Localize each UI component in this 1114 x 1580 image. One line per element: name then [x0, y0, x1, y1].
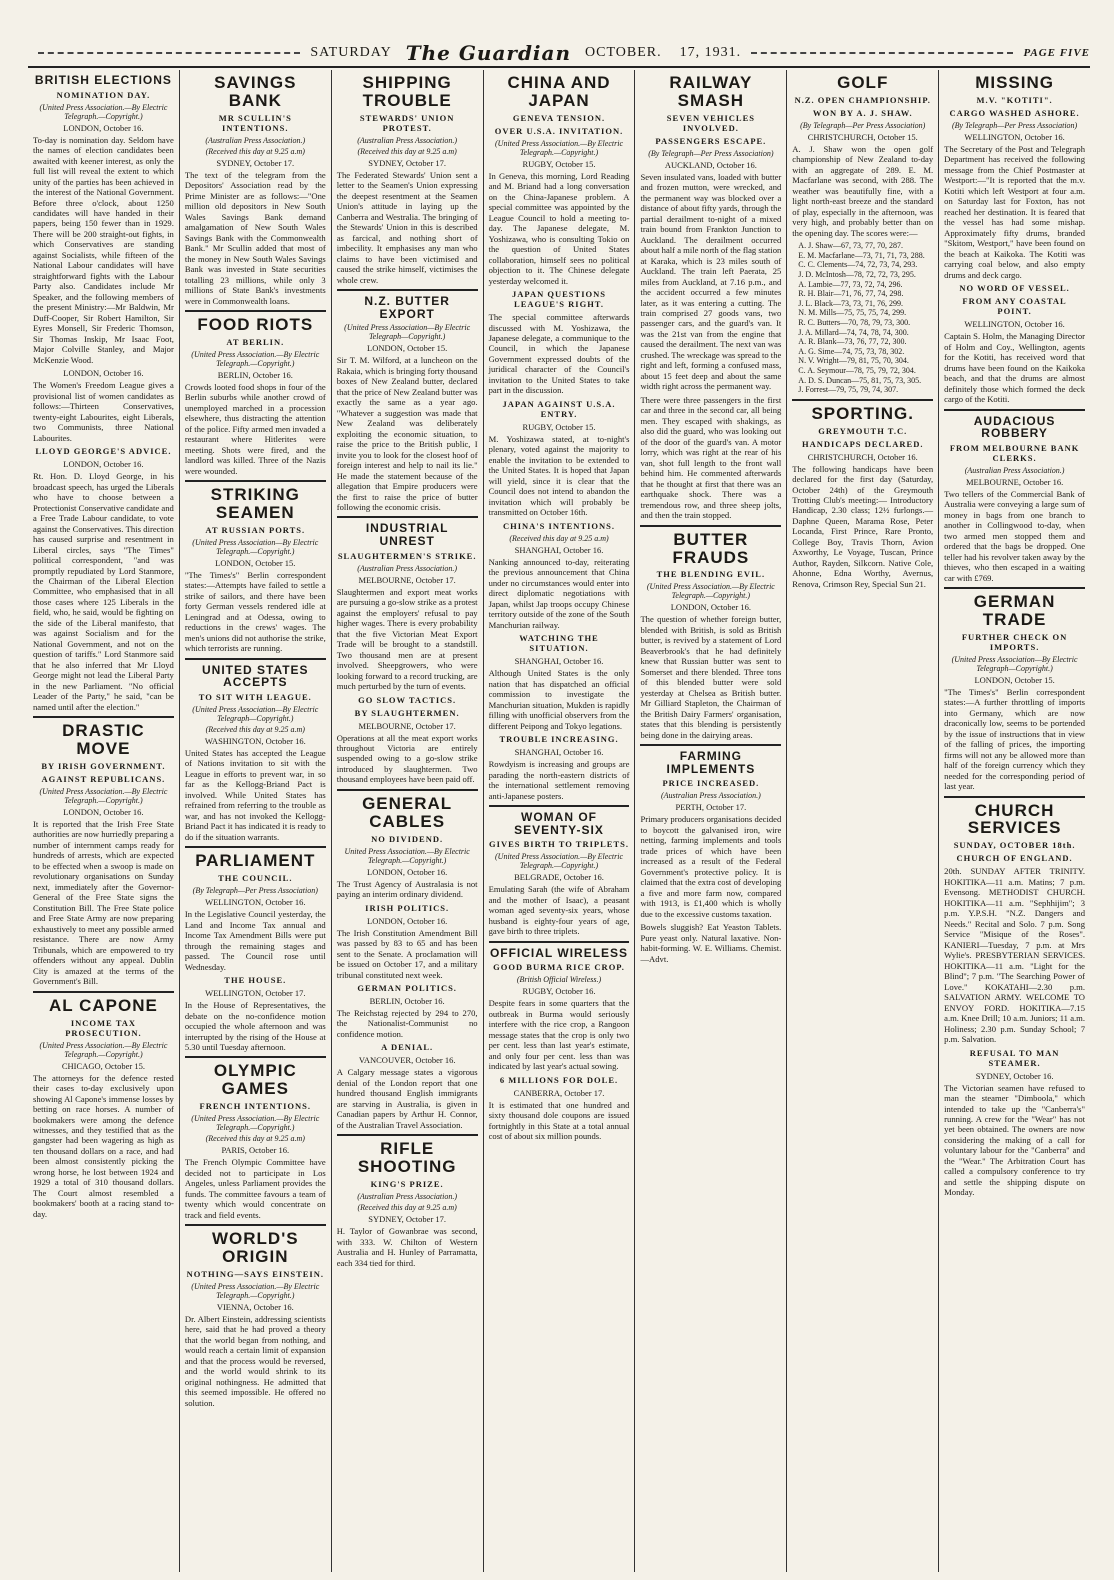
score-list-item: J. Forrest—79, 75, 79, 74, 307. [798, 385, 899, 395]
article-body: The Reichstag rejected by 294 to 270, the Nationalist-Communist no confidence motion. [336, 1008, 478, 1039]
article-dateline: MELBOURNE, October 17. [358, 574, 456, 585]
article-divider [944, 587, 1085, 589]
article-subhead: JAPAN AGAINST U.S.A. ENTRY. [502, 398, 616, 419]
article-subhead-secondary: CARGO WASHED ASHORE. [949, 107, 1080, 118]
article-body: The Women's Freedom League gives a provisional list of women candidates as follows:—Thirteen Conservatives, twenty-eight Labourites, eight Liberals, two Communists, three National Labourites. [33, 380, 174, 443]
article-divider [944, 796, 1085, 798]
article-source: (By Telegraph—Per Press Association) [192, 886, 318, 896]
article-subhead: PRICE INCREASED. [662, 778, 760, 789]
score-list-item: E. M. Macfarlane—73, 71, 71, 73, 288. [798, 250, 925, 260]
score-list-item: A. G. Sime—74, 75, 73, 78, 302. [798, 346, 905, 356]
article-source: (United Press Association.—By Electric Telegraph.—Copyright.) [495, 852, 623, 871]
article-source: (United Press Association—By Electric Telegraph—Copyright.) [344, 323, 471, 342]
masthead-rule-left [38, 52, 300, 54]
article-dateline: VANCOUVER, October 16. [358, 1055, 456, 1066]
article-headline: GERMAN TRADE [973, 592, 1056, 629]
article-headline: RAILWAY SMASH [669, 73, 753, 110]
article-source: (United Press Association.—By Electric Telegraph.—Copyright.) [39, 1040, 168, 1059]
article-subhead: TO SIT WITH LEAGUE. [198, 691, 312, 702]
article-dateline: SYDNEY, October 17. [216, 157, 295, 168]
article-dateline: CHICAGO, October 15. [61, 1060, 145, 1071]
column-7 [939, 70, 1090, 1572]
article-received-note: (Received this day at 9.25 a.m) [357, 1203, 457, 1213]
article-headline: BUTTER FRAUDS [672, 529, 750, 567]
article-body: The Secretary of the Post and Telegraph Department has received the following message from the Chief Postmaster at Westport:—"It is reported that the m.v. Kotiti which left Westport at four a.m. on Saturday last for Foxton, has not reached her destination. It is feared that the vessel has had some mishap. Approximately fifty drums, branded "Skitom, Westport," have been found on the beach at Kaikoka. The Kotiti was carrying coal below, and also empty drums and deck cargo. [944, 143, 1086, 280]
score-list-item: N. M. Mills—75, 75, 75, 74, 299. [798, 308, 907, 318]
article-source: (By Telegraph—Per Press Association) [951, 120, 1078, 130]
article-subhead: SUNDAY, OCTOBER 18th. [953, 840, 1076, 851]
article-body: Although United States is the only nation that has dispatched an official commission to investigate the Manchurian situation, Mukden is rapidly filling with unofficial observers from the different Peipong and Tokyo legations. [488, 668, 630, 731]
article-received-note: (Received this day at 9.25 a.m) [509, 533, 609, 543]
article-dateline: PARIS, October 16. [221, 1145, 290, 1156]
article-divider [792, 399, 933, 401]
masthead-rule-right [751, 52, 1013, 54]
article-headline: SAVINGS BANK [214, 73, 297, 110]
article-dateline: LONDON, October 15. [215, 557, 296, 568]
article-body: The Trust Agency of Australasia is not paying an interim ordinary dividend. [336, 878, 478, 900]
score-list-item: C. A. Seymour—78, 75, 79, 72, 304. [798, 365, 916, 375]
article-headline: OFFICIAL WIRELESS [489, 945, 629, 960]
column-6 [787, 70, 939, 1572]
article-headline: SPORTING. [811, 403, 914, 423]
article-body: The French Olympic Committee have decided not to participate in Los Angeles, unless Parliament provides the funds. The committee favours a team of twenty which would concentrate on track and field events. [184, 1157, 326, 1220]
article-headline: N.Z. BUTTER EXPORT [364, 294, 450, 321]
article-body: Crowds looted food shops in four of the Berlin suburbs while another crowd of unemployed marched in a procession elsewhere, thus distracting the attention of the police. Fifty armed men invaded a restaurant where Hitlerites were meeting. Shots were fired, and the landlord was killed. Three of the Nazis were wounded. [184, 381, 326, 476]
article-divider [33, 716, 174, 718]
article-body: Bowels sluggish? Eat Yeaston Tablets. Pure yeast only. Natural laxative. Non-habit-forming. W. E. Williams. Chemist.—Advt. [640, 922, 782, 964]
score-list-item: A. R. Blank—73, 76, 77, 72, 300. [798, 337, 907, 347]
score-list-item: J. A. Millard—74, 74, 78, 74, 300. [798, 327, 909, 337]
article-source: (United Press Association.—By Electric Telegraph.—Copyright.) [646, 582, 775, 601]
article-body: Despite fears in some quarters that the outbreak in Burma would seriously interfere with the rice crop, a Rangoon message states that the crop is only two per cent. less than last year's estimate, and only four per cent. less than was indicated by last year's actual sowing. [488, 998, 630, 1072]
article-subhead-secondary: FROM ANY COASTAL POINT. [962, 296, 1067, 317]
article-divider [185, 1224, 326, 1226]
article-dateline: LONDON, October 16. [63, 368, 144, 379]
article-headline: GENERAL CABLES [362, 793, 453, 831]
article-headline: CHINA AND JAPAN [507, 73, 611, 110]
article-subhead: IRISH POLITICS. [365, 902, 450, 913]
article-body: In the House of Representatives, the debate on the no-confidence motion occupied the whole afternoon and was interrupted by the rising of the House at 5.30 until Tuesday afternoon. [184, 1000, 326, 1052]
article-dateline: LONDON, October 15. [974, 674, 1055, 685]
article-source: United Press Association.—By Electric Telegraph.—Copyright.) [344, 846, 470, 865]
article-body: The text of the telegram from the Depositors' Association read by the Prime Minister are as follows:—"One million old depositors in New South Wales Savings Bank demand amalgamation of New South Wales Savings Bank with the Commonwealth Bank." Mr Scullin added that most of the money in New South Wales Savings Bank was invested in State securities totalling 23 millions, while only 3 millions of State Bank's investments were in Commonwealth loans. [184, 169, 326, 306]
article-subhead: GREYMOUTH T.C. [818, 425, 908, 436]
article-subhead-secondary: HANDICAPS DECLARED. [801, 438, 924, 449]
article-headline: WORLD'S ORIGIN [211, 1229, 299, 1266]
column-1 [28, 70, 180, 1572]
article-divider [185, 310, 326, 312]
article-dateline: LONDON, October 16. [367, 866, 448, 877]
article-dateline: VIENNA, October 16. [216, 1301, 294, 1312]
article-headline: AUDACIOUS ROBBERY [973, 413, 1056, 441]
article-dateline: WELLINGTON, October 16. [964, 131, 1065, 142]
column-2 [180, 70, 332, 1572]
article-dateline: WELLINGTON, October 16. [205, 897, 306, 908]
article-headline: BRITISH ELECTIONS [34, 73, 172, 87]
article-body: Rowdyism is increasing and groups are parading the north-eastern districts of the international settlement removing anti-Japanese posters. [488, 759, 630, 801]
article-dateline: BELGRADE, October 16. [514, 872, 604, 883]
article-subhead: N.Z. OPEN CHAMPIONSHIP. [794, 94, 931, 105]
article-body: United States has accepted the League of Nations invitation to sit with the League in efforts to prevent war, in so far as the Kellogg-Briand Pact is involved. While United States has refrained from referring to the trouble as war, and has not invoked the Kellogg-Briand Pact it has indicated it is ready to do if the situation warrants. [184, 747, 326, 842]
article-body: M. Yoshizawa stated, at to-night's plenary, voted against the majority to enable the invitation to be extended to the United States. It is hoped that Japan will yield, since it is clear that the Council does not intend to abandon the invitation which will probably be transmitted on October 16th. [488, 433, 630, 518]
article-dateline: BERLIN, October 16. [369, 996, 445, 1006]
article-source: (Australian Press Association.) [357, 1192, 458, 1202]
article-dateline: SYDNEY, October 16. [975, 1070, 1054, 1081]
article-subhead: THE COUNCIL. [218, 873, 293, 884]
article-body: In the Legislative Council yesterday, the Land and Income Tax annual and Income Tax Amendment Bills were put through the remaining stages and passed. The Council rose until Wednesday. [184, 909, 326, 972]
article-subhead: AT RUSSIAN PORTS. [205, 524, 306, 535]
column-4 [484, 70, 636, 1572]
article-subhead: NO DIVIDEND. [371, 833, 444, 844]
article-source: (United Press Association—By Electric Telegraph—Copyright.) [192, 704, 319, 723]
article-subhead: LLOYD GEORGE'S ADVICE. [35, 446, 172, 457]
article-body: Two tellers of the Commercial Bank of Australia were conveying a large sum of money in bags from one branch to another in Collingwood to-day, when two armed men stopped them and ordered that the bags be dropped. One teller had his revolver taken away by the thieves, who then escaped in a waiting car with £769. [944, 488, 1086, 583]
article-received-note: (Received this day at 9.25 a.m) [205, 1134, 305, 1144]
article-divider [185, 480, 326, 482]
article-source: (United Press Association.—By Electric Telegraph.—Copyright.) [39, 786, 168, 805]
article-body: Operations at all the meat export works throughout Victoria are entirely suspended owing to a go-slow strike introduced by slaughtermen. Two thousand employees have been paid off. [336, 732, 478, 785]
article-subhead: REFUSAL TO MAN STEAMER. [969, 1047, 1060, 1068]
article-headline: SHIPPING TROUBLE [362, 73, 452, 110]
article-body: The Victorian seamen have refused to man the steamer "Dimboola," which intended to take up the "Canberra's" running. A crew for the "Wear" has not yet been obtained. The owners are now considering the making of a call for voluntary labour for the "Canberra" and the "Wear." The Arbitration Court has called a compulsory conference to try and settle the shipping dispute on Monday. [944, 1082, 1086, 1198]
article-divider [944, 409, 1085, 411]
article-divider [489, 805, 630, 807]
article-divider [337, 516, 478, 518]
article-source: (United Press Association.—By Electric Telegraph.—Copyright.) [191, 1281, 320, 1300]
article-subhead-secondary: OVER U.S.A. INVITATION. [494, 125, 624, 136]
article-received-note: (Received this day at 9.25 a.m) [357, 146, 457, 156]
article-source: (By Telegraph—Per Press Association) [800, 120, 926, 130]
article-dateline: AUCKLAND, October 16. [664, 159, 757, 170]
article-body: A. J. Shaw won the open golf championship of New Zealand to-day with an aggregate of 289. E. M. Macfarlane was second, with 288. The weather was beautifully fine, with a light north-east breeze and the standard of play, especially in the afternoon, was very high, and probably better than on the opening day. The scores were:— [792, 143, 934, 238]
article-subhead: NOMINATION DAY. [56, 89, 151, 100]
article-headline: GOLF [837, 73, 889, 92]
article-subhead: M.V. "KOTITI". [976, 94, 1053, 105]
article-body: The special committee afterwards discussed with M. Yoshizawa, the Japanese delegate, a communique to the Council, in which the Japanese Government expressed doubts of the juridical character of the Council's invitation to the United States to take part in the discussion. [488, 312, 630, 396]
article-divider [33, 991, 174, 993]
article-headline: CHURCH SERVICES [967, 800, 1062, 838]
article-subhead: JAPAN QUESTIONS LEAGUE'S RIGHT. [512, 289, 606, 310]
article-body: Nanking announced to-day, reiterating the previous announcement that China under no circumstances would enter into direct diplomatic negotiations with Japan, whilst Jap troops occupy Chinese territory outside of the zone of the South Manchurian railway. [488, 556, 630, 630]
article-headline: PARLIAMENT [195, 851, 316, 871]
masthead [28, 40, 1090, 66]
article-source: (United Press Association.—By Electric Telegraph.—Copyright.) [39, 102, 168, 121]
article-source: (Australian Press Association.) [357, 135, 458, 145]
article-subhead: NO WORD OF VESSEL. [959, 283, 1070, 294]
article-dateline: RUGBY, October 15. [522, 158, 596, 169]
article-body: Captain S. Holm, the Managing Director of Holm and Coy., Wellington, agents for the Kotiti, has received word that drums have been found on the Kaikoka beach, and that the drums are almost definitely those which formed the deck cargo of the Kotiti. [944, 331, 1086, 405]
article-dateline: LONDON, October 16. [367, 915, 448, 926]
article-divider [337, 1134, 478, 1136]
article-divider [337, 289, 478, 291]
article-body: Dr. Albert Einstein, addressing scientists here, said that he had proved a theory that the world began from nothing, and would reach a certain limit of expansion and that the process would be reversed, and the world would shrink to its original nothingness. He admitted that this seemed impossible. He offered no solution. [184, 1313, 326, 1408]
article-subhead: STEWARDS' UNION PROTEST. [359, 112, 455, 133]
score-list-item: A. Lambie—77, 73, 72, 74, 296. [798, 279, 903, 289]
article-body: H. Taylor of Gowanbrae was second, with 333. W. Chilton of Western Australia and H. Hunley of Parramatta, each 334 tied for third. [336, 1226, 478, 1268]
score-list-item: C. C. Clements—74, 72, 73, 74, 293. [798, 260, 918, 270]
article-divider [640, 525, 781, 527]
article-dateline: CANBERRA, October 17. [513, 1087, 605, 1098]
article-subhead-secondary: BY SLAUGHTERMEN. [354, 707, 460, 718]
article-body: The following handicaps have been declared for the first day (Saturday, October 24th) of the Greymouth Trotting Club's meeting:— Introductory Handicap, 2.30 class; 12½ furlongs.—Daphne Queen, Marama Rose, Peter Locanda, First Prince, Rare Pronto, College Boy, Travis Thorn, Avion Axworthy, Le Voyage, Tuscan, Prince Author, Rayden, Silkcorn. Native Cole, Ahonne, Edna Worthy, Avernus, Renova, Crimson Rey, Special Sun 21. [792, 463, 934, 589]
article-body: It is estimated that one hundred and sixty thousand dole coupons are issued fortnightly in this State at a total annual cost of about six million pounds. [488, 1099, 630, 1142]
article-subhead: SLAUGHTERMEN'S STRIKE. [337, 550, 477, 561]
article-headline: UNITED STATES ACCEPTS [202, 662, 309, 690]
article-headline: STRIKING SEAMEN [210, 485, 300, 523]
article-dateline: WASHINGTON, October 16. [204, 735, 306, 746]
article-body: Slaughtermen and export meat works are pursuing a go-slow strike as a protest against the employers' refusal to pay higher wages. There is every probability that the five Victorian Meat Export Trade will be brought to a standstill. Two thousand men are at present involved. Sheepgrowers, who were looking forward to a record trucking, are much perturbed by the turn of events. [336, 586, 478, 692]
article-body: A Calgary message states a vigorous denial of the London report that one hundred thousand English immigrants are starving in Australia, is given in Canadian papers by Arthur H. Connor, of the Australian Travel Association. [336, 1067, 478, 1130]
article-body: The Federated Stewards' Union sent a letter to the Seamen's Union expressing the deepest resentment at the Seamen Union's attitude in laying up the Canberra and Westralia. The bringing of the Stewards' Union in this is described as farcical, and nothing short of imbecility. It emphasises any man who claims to have been victimised and caused the strike himself, victimises the whole crew. [336, 169, 478, 285]
article-subhead: FROM MELBOURNE BANK CLERKS. [949, 442, 1080, 463]
article-dateline: LONDON, October 16. [63, 806, 144, 817]
score-list [792, 241, 933, 395]
article-body: The Irish Constitution Amendment Bill was passed by 83 to 65 and has been sent to the Senate. A proclamation will be issued on October 17, and a military tribunal constituted next week. [336, 927, 478, 980]
article-body: The attorneys for the defence rested their cases to-day exclusively upon showing Al Capone's immense losses by betting on race horses. A number of bookmakers were among the defence witnesses, and they testified that as the gangster had been wagering as high as ten thousand dollars on a race, and had been almost consistently picking the wrong horse, he lost between 1924 and 1929 a total of 310 thousand dollars. The Court almost resembled a bookmakers' booth at a racing stand to-day. [33, 1072, 174, 1219]
article-source: (United Press Association.—By Electric Telegraph.—Copyright.) [191, 1114, 320, 1133]
article-divider [185, 846, 326, 848]
article-dateline: LONDON, October 16. [670, 602, 751, 613]
columns [28, 70, 1090, 1572]
article-body: It is reported that the Irish Free State authorities are now hurriedly preparing a number of internment camps ready for hundreds of arrests, which are expected to be effected when a swoop is made on revolutionary organisations on Sunday next, immediately after the Governor-General of the Free State signs the Constitution Bill. The Free State police and Free State Army are now preparing exhaustively to meet any possible armed resistance. There are now Army Tribunals, which are empowered to try offenders without any appeal. Dublin City is amazed at the terms of the Government's Bill. [33, 818, 174, 987]
article-source: (United Press Association.—By Electric Telegraph.—Copyright.) [495, 138, 623, 157]
article-subhead: INCOME TAX PROSECUTION. [65, 1017, 142, 1038]
score-list-item: N. V. Wright—79, 81, 75, 70, 304. [798, 356, 909, 366]
column-5 [635, 70, 787, 1572]
column-3 [332, 70, 484, 1572]
article-body: "The Times's" Berlin correspondent states:—A further throttling of imports into Germany, which are now draconically low, seems to be portended by the issue of instructions that in view of the falling of prices, the importing firms will not any be allowed more than half of the foreign currency which they needed for the corresponding period of last year. [944, 686, 1086, 792]
article-subhead: GIVES BIRTH TO TRIPLETS. [489, 839, 629, 850]
article-source: (By Telegraph—Per Press Association) [648, 148, 774, 158]
score-list-item: J. D. McIntosh—78, 72, 72, 73, 295. [798, 269, 916, 279]
article-subhead: THE HOUSE. [224, 975, 287, 986]
article-dateline: LONDON, October 16. [63, 122, 144, 133]
masthead-day: SATURDAY [310, 45, 392, 60]
article-subhead: CHINA'S INTENTIONS. [502, 520, 616, 531]
article-headline: OLYMPIC GAMES [213, 1061, 297, 1099]
article-body: Seven insulated vans, loaded with butter and frozen mutton, were wrecked, and the permanent way was blocked over a distance of about fifty yards, through the partial derailment to-night of a mixed train bound from Frankton Junction to Auckland. The derailment occurred about half a mile north of the flag station at Karaka, which is 23 miles south of Auckland. The train left Paerata, 25 miles from Auckland, at 7.16 p.m., and the accident occurred a few minutes later, as it was entering a cutting. The train comprised 27 goods vans, two passenger cars, and the guard's van. It was the 21st van from the engine that caused the derailment. The next van was crushed. The wreckage was spread to the right and left, forming a confused mass, about 15 feet deep and about the same width right across the permanent way. [640, 171, 782, 392]
article-divider [489, 941, 630, 943]
article-subhead-secondary: WON BY A. J. SHAW. [812, 107, 913, 118]
article-subhead: GERMAN POLITICS. [357, 983, 457, 993]
article-subhead: MR SCULLIN'S INTENTIONS. [218, 112, 292, 133]
article-dateline: SYDNEY, October 17. [368, 157, 447, 168]
article-body: The question of whether foreign butter, blended with British, is sold as British butter, is revived by a statement of Lord Beaverbrook's that he had definitely knew that Russian butter was sent to Somerset and there blended. Three tons of this blended butter were sold yesterday at Chelsea as British butter. Mr Gilliard Stapleton, the Chairman of the British Dairy Farmers' organisation, states that this blending is persistently being done in the dairying areas. [640, 614, 782, 740]
article-divider [185, 658, 326, 660]
article-dateline: WELLINGTON, October 16. [964, 319, 1065, 330]
article-headline: WOMAN OF SEVENTY-SIX [514, 810, 604, 837]
article-divider [337, 789, 478, 791]
article-body: Rt. Hon. D. Lloyd George, in his broadcast speech, has urged the Liberals who have to choose between a Protectionist Conservative candidate and a Free Trade Labour candidate, to vote against the Conservatives. This direction has caused surprise and resentment in Liberal circles, says "The Times" political correspondent, "and was promptly repudiated by Lord Stanmore, the Chairman of the Liberal Election Committee, who emphasised that in all those cases where 125 Liberals in the field, who, he said, would be fighting on the side of the Liberal manifesto, that was against Socialism and for the National Government, and not on the question of tariffs." Lord Stanmore said that he also inferred that Mr Lloyd George might not lead the Liberal Party in the new Parliament. "No official Leader of the Party," he said, "can be named until after the election." [33, 471, 174, 712]
article-subhead: NOTHING—SAYS EINSTEIN. [186, 1268, 324, 1279]
article-subhead: A DENIAL. [381, 1042, 434, 1053]
article-dateline: LONDON, October 15. [367, 343, 448, 354]
article-source: (United Press Association.—By Electric Telegraph.—Copyright.) [191, 349, 320, 368]
article-subhead: GOOD BURMA RICE CROP. [493, 962, 625, 973]
article-headline: FOOD RIOTS [197, 314, 314, 334]
article-subhead-secondary: AGAINST REPUBLICANS. [41, 773, 166, 784]
article-source: (Australian Press Association.) [964, 465, 1065, 475]
article-body: Sir T. M. Wilford, at a luncheon on the Rakaia, which is bringing forty thousand boxes of New Zealand butter, declared that the price of New Zealand butter was exactly the same as a year ago. "Whatever a suggestion was made that New Zealand was deliberately exploiting the economic situation, to raise the price to the British public, I invite you to look for the closest hoof of foreign interest and help to nail its lie." He made the statement because of the allegation that Empire producers were the first to raise the price of butter following the economic crisis. [336, 355, 478, 512]
article-subhead: GENEVA TENSION. [512, 112, 606, 123]
article-body: In Geneva, this morning, Lord Reading and M. Briand had a long conversation on the China-Japanese problem. A special committee was appointed by the League Council to hold a meeting to-day. The Japanese delegate, M. Yoshizawa, who is consulting Tokio on the question of United States collaboration, himself sees no political objection to it. The Chinese delegate yesterday welcomed it. [488, 170, 630, 286]
article-body: 20th. SUNDAY AFTER TRINITY. HOKITIKA—11 a.m. Matins; 7 p.m. Evensong. METHODIST CHURCH. HOKITIKA—11 a.m. "Sephhijim"; 3 p.m. Y.P.S.H. "N.Z. Dangers and Needs." Recital and Solo. 7 p.m. Song Service "Misique of the Roses". KANIERI—Tuesday, 7 p.m. at Mrs Wylie's. PRESBYTERIAN SERVICES. HOKITIKA—11 a.m. "Light for the Blind"; 7 p.m. "The Searching Power of Love." KOKATAHI—2.30 p.m. SALVATION ARMY. WELCOME TO ENVOY FORD. HOKITIKA—7.15 a.m. Knee Drill; 10 a.m. Juniors; 11 a.m. Holiness; 2.30 p.m. Sunday School; 7 p.m. Salvation. [944, 866, 1086, 1045]
article-dateline: SYDNEY, October 17. [368, 1214, 447, 1225]
masthead-date: 17, 1931. [679, 45, 742, 60]
masthead-page-number: PAGE FIVE [1023, 47, 1091, 59]
article-subhead: FRENCH INTENTIONS. [199, 1101, 312, 1112]
article-subhead: KING'S PRIZE. [370, 1179, 444, 1190]
article-dateline: SHANGHAI, October 16. [514, 747, 604, 758]
article-source: (Australian Press Association.) [660, 791, 761, 801]
article-headline: AL CAPONE [49, 995, 158, 1015]
score-list-item: A. D. S. Duncan—75, 81, 75, 73, 305. [798, 375, 922, 385]
article-source: (United Press Association—By Electric Telegraph.—Copyright.) [192, 537, 319, 556]
article-headline: INDUSTRIAL UNREST [365, 521, 449, 549]
score-list-item: R. H. Blair—71, 76, 77, 74, 298. [798, 289, 904, 299]
article-subhead: WATCHING THE SITUATION. [519, 633, 599, 654]
article-body: Emulating Sarah (the wife of Abraham and the mother of Isaac), a peasant woman aged seventy-six years, whose husband is eighty-four years of age, gave birth to three triplets. [488, 884, 630, 937]
score-list-item: J. L. Black—73, 73, 71, 76, 299. [798, 298, 903, 308]
article-subhead: AT BERLIN. [226, 336, 285, 347]
article-body: There were three passengers in the first car and three in the second car, all being men. They escaped with shakings, as also did the guard, who was looking out of the door of the guard's van. A motor lorry, which was right at the rear of his van, shot full length to the front wall behind him. He commented afterwards that he thought at first that there was an earthquake shock. There was a tremendous row, and three sheep jolts, and then the train stopped. [640, 394, 782, 521]
masthead-paper-name: The Guardian [405, 41, 572, 65]
article-subhead-secondary: PASSENGERS ESCAPE. [655, 135, 767, 146]
article-dateline: RUGBY, October 16. [522, 986, 596, 997]
article-dateline: CHRISTCHURCH, October 16. [807, 451, 918, 462]
article-received-note: (Received this day at 9.25 a.m) [205, 146, 305, 156]
article-body: To-day is nomination day. Seldom have the names of election candidates been awaited with keener interest, as only the full list will reveal the extent to which unity of the parties has been achieved in the interest of the National Government. Before three o'clock, about 1250 candidates will have handed in their papers, being 150 fewer than in 1929. There will be 200 straight-out fights, in which Conservatives are standing against Socialists, while fifteen of the National Labour candidates will have straightforward fights with the Labour Party also. Candidates include Mr Speaker, and the following members of the present Ministry:—Mr Baldwin, Mr Duff-Cooper, Sir Robert Hamilton, Sir Eyres Monsell, Sir Frederic Thomson, Sir Thomas Inskip, Mr Isaac Foot, Major Colville Stanley, and Major McKenzie Wood. [33, 134, 174, 365]
article-subhead: SEVEN VEHICLES INVOLVED. [666, 112, 755, 133]
article-subhead: FURTHER CHECK ON IMPORTS. [961, 631, 1068, 652]
article-dateline: SHANGHAI, October 16. [514, 544, 604, 555]
article-dateline: BERLIN, October 16. [217, 369, 293, 380]
masthead-underline [28, 66, 1090, 68]
article-dateline: WELLINGTON, October 17. [205, 988, 306, 999]
masthead-month: OCTOBER. [585, 45, 662, 60]
article-headline: DRASTIC MOVE [62, 721, 145, 759]
article-subhead: 6 MILLIONS FOR DOLE. [499, 1074, 619, 1085]
article-dateline: MELBOURNE, October 16. [965, 476, 1064, 487]
article-subhead: THE BLENDING EVIL. [656, 569, 766, 580]
article-subhead: TROUBLE INCREASING. [499, 734, 619, 745]
article-body: Primary producers organisations decided to boycott the galvanised iron, wire netting, farming implements and tools trade prices of which have been increased as a result of the Federal Government's protective policy. It is claimed that the extra cost of developing a five and more farm now, compared with 1913, is £1,400 which is wholly due to the excessive customs taxation. [640, 814, 782, 919]
article-headline: RIFLE SHOOTING [357, 1139, 457, 1177]
article-dateline: LONDON, October 16. [63, 459, 144, 470]
article-body: "The Times's" Berlin correspondent states:—Attempts have failed to settle a strike of sailors, and there have been forty German vessels rendered idle at Leningrad and at Odessa, owing to reductions in the crews' wages. The men's unions did not authorise the strike, which terrorists are running. [184, 569, 326, 654]
article-divider [185, 1056, 326, 1058]
article-subhead: BY IRISH GOVERNMENT. [41, 760, 166, 771]
article-subhead: GO SLOW TACTICS. [358, 694, 457, 705]
article-dateline: MELBOURNE, October 17. [358, 720, 456, 731]
article-source: (British Official Wireless.) [516, 975, 602, 985]
article-source: (Australian Press Association.) [205, 135, 306, 145]
article-dateline: PERTH, October 17. [675, 802, 747, 813]
article-received-note: (Received this day at 9.25 a.m) [205, 724, 305, 734]
article-dateline: RUGBY, October 15. [522, 421, 596, 432]
article-headline: FARMING IMPLEMENTS [666, 749, 756, 776]
article-headline: MISSING [975, 73, 1054, 92]
article-divider [640, 744, 781, 746]
article-dateline: CHRISTCHURCH, October 15. [807, 131, 918, 142]
article-source: (Australian Press Association.) [357, 563, 458, 573]
score-list-item: A. J. Shaw—67, 73, 77, 70, 287. [798, 241, 903, 251]
article-dateline: SHANGHAI, October 16. [514, 656, 604, 667]
article-subhead-secondary: CHURCH OF ENGLAND. [956, 853, 1073, 864]
article-source: (United Press Association—By Electric Telegraph—Copyright.) [951, 654, 1078, 673]
score-list-item: R. C. Butters—70, 78, 79, 73, 300. [798, 317, 911, 327]
